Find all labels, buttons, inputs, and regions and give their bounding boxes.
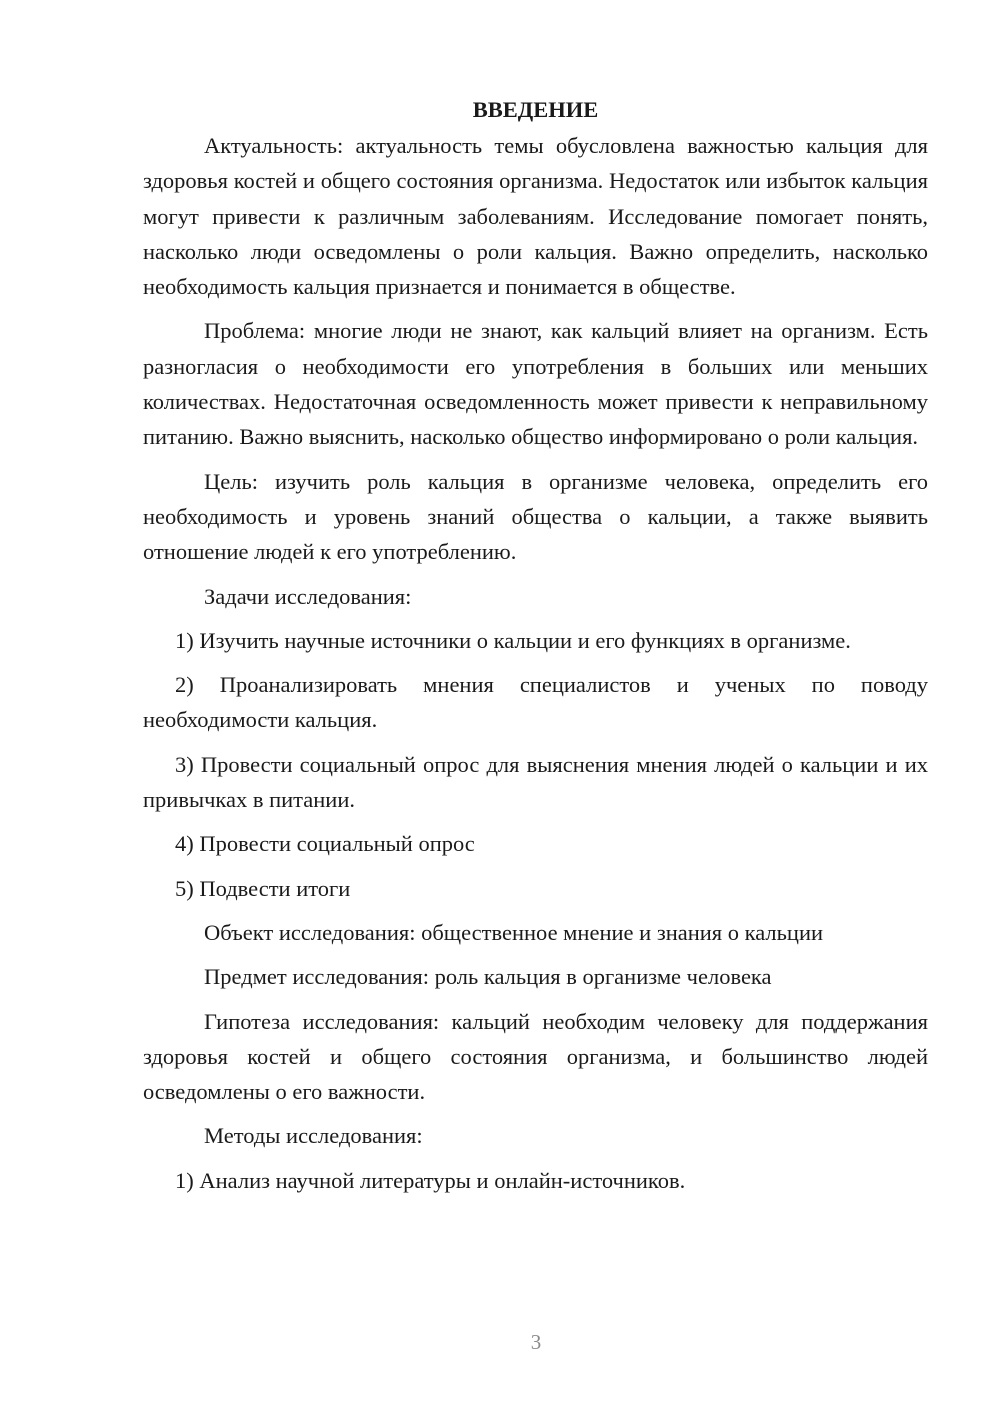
tasks-heading: Задачи исследования: (204, 583, 412, 609)
methods-heading: Методы исследования: (204, 1123, 423, 1149)
method-item: 1) Анализ научной литературы и онлайн-источников. (175, 1167, 686, 1193)
task-item: 1) Изучить научные источники о кальции и его функциях в организме. (175, 627, 851, 653)
hypothesis-paragraph: Гипотеза исследования: кальций необходим человеку для поддержания здоровья костей и общего состояния организма, и большинство людей осведомлены о его важности. (143, 1008, 928, 1105)
subject-line: Предмет исследования: роль кальция в организме человека (204, 964, 772, 990)
page-number: 3 (530, 1330, 542, 1354)
object-line: Объект исследования: общественное мнение и знания о кальции (204, 919, 824, 945)
relevance-paragraph: Актуальность: актуальность темы обусловлена важностью кальция для здоровья костей и общего состояния организма. Недостаток или избыток кальция могут привести к различным заболеваниям. Исследование помогает понять, насколько люди осведомлены о роли кальция. Важно определить, насколько необходимость кальция признается и понимается в обществе. (143, 133, 928, 300)
goal-paragraph: Цель: изучить роль кальция в организме человека, определить его необходимость и уровень знаний общества о кальции, а также выявить отношение людей к его употреблению. (143, 468, 928, 565)
page-title: ВВЕДЕНИЕ (472, 97, 599, 122)
task-item: 3) Провести социальный опрос для выяснения мнения людей о кальции и их привычках в питании. (143, 751, 928, 813)
task-item: 5) Подвести итоги (175, 875, 351, 901)
task-item: 2) Проанализировать мнения специалистов и ученых по поводу необходимости кальция. (143, 672, 928, 733)
task-item: 4) Провести социальный опрос (175, 831, 475, 857)
page-content (143, 94, 928, 1207)
problem-paragraph: Проблема: многие люди не знают, как кальций влияет на организм. Есть разногласия о необходимости его употребления в больших или меньших количествах. Недостаточная осведомленность может привести к неправильному питанию. Важно выяснить, насколько общество информировано о роли кальция. (143, 318, 928, 450)
